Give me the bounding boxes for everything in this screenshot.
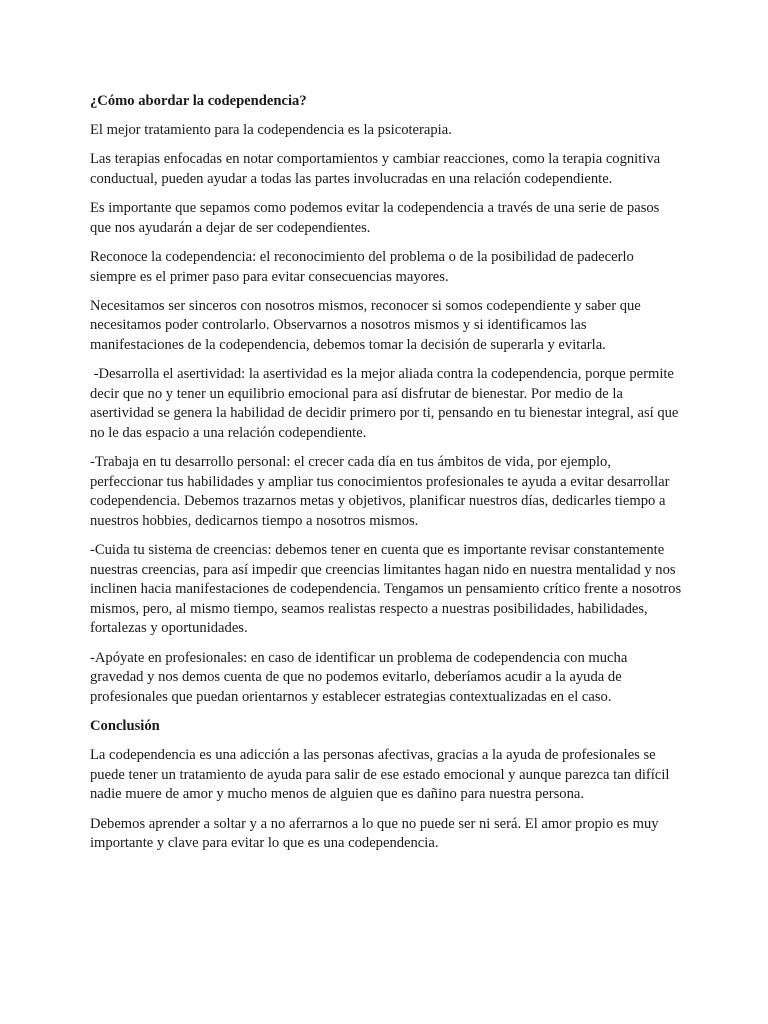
paragraph-conclusion-self-love: Debemos aprender a soltar y a no aferrarnos a lo que no puede ser ni será. El amor propio es muy importante y clave para evitar lo que es una codependencia. xyxy=(90,815,659,852)
conclusion-heading: Conclusión xyxy=(90,717,160,734)
paragraph-sincerity: Necesitamos ser sinceros con nosotros mismos, reconocer si somos codependiente y saber que necesitamos poder controlarlo. Observarnos a nosotros mismos y si identificamos las manifestaciones de la codependencia, debemos tomar la decisión de superarla y evitarla. xyxy=(90,297,641,353)
paragraph-recognize: Reconoce la codependencia: el reconocimiento del problema o de la posibilidad de padecerlo siempre es el primer paso para evitar consecuencias mayores. xyxy=(90,248,634,285)
paragraph-personal-development: -Trabaja en tu desarrollo personal: el crecer cada día en tus ámbitos de vida, por ejemplo, perfeccionar tus habilidades y ampliar tus conocimientos profesionales te ayuda a evitar desarrollar codependencia. Debemos trazarnos metas y objetivos, planificar nuestros días, dedicarles tiempo a nuestros hobbies, dedicarnos tiempo a nosotros mismos. xyxy=(90,454,670,529)
paragraph-assertiveness: -Desarrolla el asertividad: la asertividad es la mejor aliada contra la codependencia, porque permite decir que no y tener un equilibrio emocional para así disfrutar de bienestar. Por medio de la asertividad se genera la habilidad de decidir primero por ti, pensando en tu bienestar integral, así que no le das espacio a una relación codependiente. xyxy=(90,366,683,441)
paragraph-steps-intro: Es importante que sepamos como podemos evitar la codependencia a través de una serie de pasos que nos ayudarán a dejar de ser codependientes. xyxy=(90,200,660,236)
document-page xyxy=(90,92,682,863)
paragraph-treatment: El mejor tratamiento para la codependencia es la psicoterapia. xyxy=(90,122,452,139)
paragraph-conclusion-addiction: La codependencia es una adicción a las personas afectivas, gracias a la ayuda de profesionales se puede tener un tratamiento de ayuda para salir de ese estado emocional y aunque parezca tan difícil nadie muere de amor y mucho menos de alguien que es dañino para nuestra persona. xyxy=(90,747,670,803)
paragraph-therapies: Las terapias enfocadas en notar comportamientos y cambiar reacciones, como la terapia cognitiva conductual, pueden ayudar a todas las partes involucradas en una relación codependiente. xyxy=(90,151,661,187)
paragraph-beliefs: -Cuida tu sistema de creencias: debemos tener en cuenta que es importante revisar constantemente nuestras creencias, para así impedir que creencias limitantes hagan nido en nuestra mentalidad y nos inclinen hacia manifestaciones de codependencia. Tengamos un pensamiento crítico frente a nosotros mismos, pero, al mismo tiempo, seamos realistas respecto a nuestras posibilidades, habilidades, fortalezas y oportunidades. xyxy=(90,542,682,637)
document-title: ¿Cómo abordar la codependencia? xyxy=(90,93,307,109)
paragraph-professionals: -Apóyate en profesionales: en caso de identificar un problema de codependencia con mucha gravedad y nos demos cuenta de que no podemos evitarlo, deberíamos acudir a la ayuda de profesionales que puedan orientarnos y establecer estrategias contextualizadas en el caso. xyxy=(90,649,628,705)
